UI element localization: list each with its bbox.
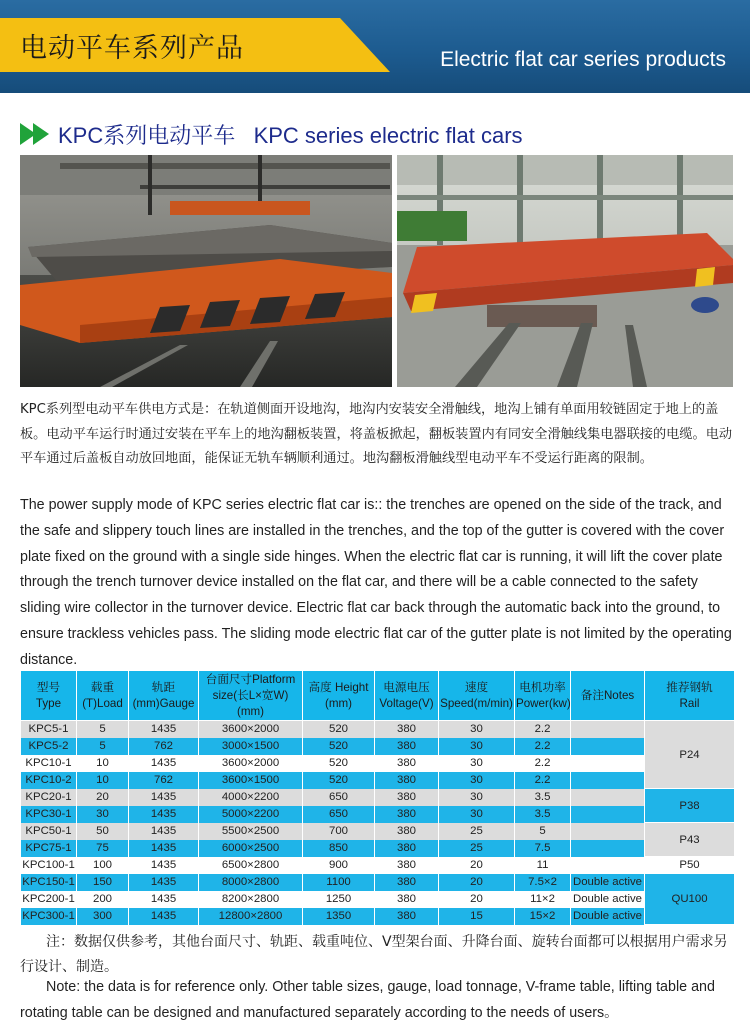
cell-notes (571, 823, 645, 840)
header-label-en: Speed(m/min) (440, 696, 513, 710)
cell-speed: 30 (439, 789, 515, 806)
header-banner (0, 0, 750, 93)
cell-type: KPC20-1 (21, 789, 77, 806)
cell-gauge: 1435 (129, 721, 199, 738)
cell-height: 520 (303, 755, 375, 772)
cell-power: 2.2 (515, 755, 571, 772)
cell-voltage: 380 (375, 874, 439, 891)
table-header-cell (439, 671, 515, 721)
cell-notes (571, 738, 645, 755)
table-header-cell (21, 671, 77, 721)
cell-gauge: 1435 (129, 874, 199, 891)
description-cn: KPC系列型电动平车供电方式是：在轨道侧面开设地沟，地沟内安装安全滑触线，地沟上铺有单面用较链固定于地上的盖板。电动平车运行时通过安装在平车上的地沟翻板装置，将盖板掀起，翻板装置内有同安全滑触线集电器联接的电缆。电动平车通过后盖板自动放回地面，能保证无轨车辆顺利通过。地沟翻板滑触线型电动平车不受运行距离的限制。 (20, 402, 733, 466)
cell-height: 850 (303, 840, 375, 857)
cell-power: 3.5 (515, 789, 571, 806)
cell-power: 3.5 (515, 806, 571, 823)
header-label-en: Rail (679, 696, 700, 710)
table-row (21, 823, 735, 840)
cell-load: 10 (77, 755, 129, 772)
cell-power: 2.2 (515, 772, 571, 789)
cell-height: 1250 (303, 891, 375, 908)
cell-notes (571, 721, 645, 738)
table-header-cell (77, 671, 129, 721)
header-label-cn: 载重 (90, 680, 115, 694)
cell-load: 75 (77, 840, 129, 857)
cell-type: KPC30-1 (21, 806, 77, 823)
cell-load: 200 (77, 891, 129, 908)
banner-title-cn: 电动平车系列产品 (20, 33, 244, 64)
cell-power: 2.2 (515, 721, 571, 738)
cell-type: KPC75-1 (21, 840, 77, 857)
spec-table (20, 670, 735, 925)
cell-load: 5 (77, 738, 129, 755)
header-label-cn: 备注Notes (580, 688, 635, 702)
cell-gauge: 1435 (129, 755, 199, 772)
cell-size: 8000×2800 (199, 874, 303, 891)
cell-speed: 15 (439, 908, 515, 925)
cell-load: 5 (77, 721, 129, 738)
cell-type: KPC5-1 (21, 721, 77, 738)
cell-load: 300 (77, 908, 129, 925)
cell-notes: Double active (571, 908, 645, 925)
header-label-en: Power(kw) (516, 696, 571, 710)
cell-type: KPC300-1 (21, 908, 77, 925)
cell-power: 7.5×2 (515, 874, 571, 891)
table-row (21, 721, 735, 738)
cell-size: 4000×2200 (199, 789, 303, 806)
section-title: KPC系列电动平车 KPC series electric flat cars (58, 122, 523, 148)
cell-speed: 20 (439, 874, 515, 891)
cell-type: KPC150-1 (21, 874, 77, 891)
cell-voltage: 380 (375, 891, 439, 908)
header-label-en: (mm)Gauge (132, 696, 195, 710)
header-label-en: Voltage(V) (379, 696, 434, 710)
header-label-cn: 电机功率 (519, 680, 566, 694)
cell-type: KPC100-1 (21, 857, 77, 874)
cell-speed: 25 (439, 823, 515, 840)
table-header-cell (375, 671, 439, 721)
header-label-cn: 轨距 (151, 680, 176, 694)
cell-size: 12800×2800 (199, 908, 303, 925)
cell-gauge: 762 (129, 738, 199, 755)
cell-rail: P24 (645, 721, 735, 789)
cell-height: 1100 (303, 874, 375, 891)
cell-power: 7.5 (515, 840, 571, 857)
header-label-cn: 高度 Height (308, 680, 369, 694)
table-header-cell (199, 671, 303, 721)
cell-type: KPC5-2 (21, 738, 77, 755)
cell-gauge: 1435 (129, 908, 199, 925)
description-en: The power supply mode of KPC series electric flat car is:: the trenches are opened on the side of the track, and the safe and slippery touch lines are installed in the trenches, and the top of the gutter is covered with the cover plate fixed on the ground with a single side hinges. When the electric flat car is running, it will lift the cover plate through the trench turnover device installed on the flat car, and there will be a cable connected to the safety sliding wire collector in the turnover device. Electric flat car back through the automatic back into the ground, to ensure trackless vehicles pass. The sliding mode electric flat car of the gutter plate is not limited by the operating distance. (20, 497, 732, 668)
workshop-flat-car-photo (397, 155, 733, 387)
table-row (21, 806, 735, 823)
cell-load: 50 (77, 823, 129, 840)
cell-type: KPC50-1 (21, 823, 77, 840)
cell-speed: 25 (439, 840, 515, 857)
cell-load: 30 (77, 806, 129, 823)
cell-size: 3600×2000 (199, 721, 303, 738)
cell-speed: 30 (439, 772, 515, 789)
cell-voltage: 380 (375, 772, 439, 789)
cell-power: 2.2 (515, 738, 571, 755)
cell-height: 900 (303, 857, 375, 874)
header-label-cn: 推荐钢轨 (666, 680, 713, 694)
cell-size: 3600×2000 (199, 755, 303, 772)
cell-size: 5000×2200 (199, 806, 303, 823)
cell-type: KPC200-1 (21, 891, 77, 908)
cell-rail: P50 (645, 857, 735, 874)
table-row (21, 789, 735, 806)
cell-notes (571, 772, 645, 789)
note-en: Note: the data is for reference only. Other table sizes, gauge, load tonnage, V-frame table, lifting table and rotating table can be designed and manufactured separately according to the needs of users。 (20, 979, 715, 1021)
cell-voltage: 380 (375, 840, 439, 857)
cell-notes (571, 857, 645, 874)
cell-power: 11 (515, 857, 571, 874)
table-header-cell (515, 671, 571, 721)
cell-load: 10 (77, 772, 129, 789)
cell-height: 520 (303, 772, 375, 789)
cell-power: 5 (515, 823, 571, 840)
note-cn: 注：数据仅供参考，其他台面尺寸、轨距、载重吨位、V型架台面、升降台面、旋转台面都可以根据用户需求另行设计、制造。 (20, 934, 728, 975)
header-label-cn: 电源电压 (383, 680, 430, 694)
cell-notes (571, 789, 645, 806)
table-row (21, 738, 735, 755)
factory-flat-car-photo (20, 155, 392, 387)
cell-voltage: 380 (375, 908, 439, 925)
header-label-en: size(长L×宽W)(mm) (212, 688, 289, 718)
cell-size: 5500×2500 (199, 823, 303, 840)
table-header-row (21, 671, 735, 721)
header-label-cn: 速度 (464, 680, 489, 694)
cell-size: 3600×1500 (199, 772, 303, 789)
cell-speed: 30 (439, 806, 515, 823)
cell-notes (571, 806, 645, 823)
cell-voltage: 380 (375, 857, 439, 874)
cell-height: 650 (303, 806, 375, 823)
table-row (21, 857, 735, 874)
cell-voltage: 380 (375, 806, 439, 823)
cell-speed: 30 (439, 738, 515, 755)
table-row (21, 772, 735, 789)
cell-height: 650 (303, 789, 375, 806)
table-header-cell (645, 671, 735, 721)
table-row (21, 891, 735, 908)
cell-voltage: 380 (375, 738, 439, 755)
double-arrow-icon (20, 123, 54, 145)
header-label-cn: 台面尺寸Platform (205, 672, 296, 686)
table-header-cell (571, 671, 645, 721)
table-header-cell (129, 671, 199, 721)
table-row (21, 908, 735, 925)
cell-voltage: 380 (375, 721, 439, 738)
cell-gauge: 762 (129, 772, 199, 789)
cell-type: KPC10-2 (21, 772, 77, 789)
cell-speed: 30 (439, 755, 515, 772)
table-row (21, 840, 735, 857)
cell-load: 20 (77, 789, 129, 806)
cell-notes (571, 755, 645, 772)
banner-title-en: Electric flat car series products (440, 48, 726, 71)
cell-gauge: 1435 (129, 891, 199, 908)
cell-size: 6000×2500 (199, 840, 303, 857)
cell-rail: P43 (645, 823, 735, 857)
cell-power: 15×2 (515, 908, 571, 925)
cell-load: 100 (77, 857, 129, 874)
cell-height: 700 (303, 823, 375, 840)
header-label-cn: 型号 (36, 680, 61, 694)
cell-height: 520 (303, 738, 375, 755)
cell-type: KPC10-1 (21, 755, 77, 772)
cell-voltage: 380 (375, 755, 439, 772)
cell-voltage: 380 (375, 823, 439, 840)
cell-gauge: 1435 (129, 857, 199, 874)
cell-rail: QU100 (645, 874, 735, 925)
cell-notes (571, 840, 645, 857)
header-label-en: (T)Load (82, 696, 123, 710)
header-label-en: Type (35, 696, 62, 710)
cell-gauge: 1435 (129, 840, 199, 857)
cell-size: 3000×1500 (199, 738, 303, 755)
header-label-en: (mm) (324, 696, 353, 710)
table-header-cell (303, 671, 375, 721)
cell-notes: Double active (571, 874, 645, 891)
cell-rail: P38 (645, 789, 735, 823)
cell-speed: 20 (439, 891, 515, 908)
table-row (21, 874, 735, 891)
section-heading (20, 118, 523, 150)
cell-gauge: 1435 (129, 806, 199, 823)
cell-gauge: 1435 (129, 789, 199, 806)
cell-height: 520 (303, 721, 375, 738)
table-row (21, 755, 735, 772)
cell-height: 1350 (303, 908, 375, 925)
cell-notes: Double active (571, 891, 645, 908)
cell-power: 11×2 (515, 891, 571, 908)
cell-speed: 30 (439, 721, 515, 738)
cell-size: 6500×2800 (199, 857, 303, 874)
cell-size: 8200×2800 (199, 891, 303, 908)
cell-voltage: 380 (375, 789, 439, 806)
cell-gauge: 1435 (129, 823, 199, 840)
cell-speed: 20 (439, 857, 515, 874)
cell-load: 150 (77, 874, 129, 891)
